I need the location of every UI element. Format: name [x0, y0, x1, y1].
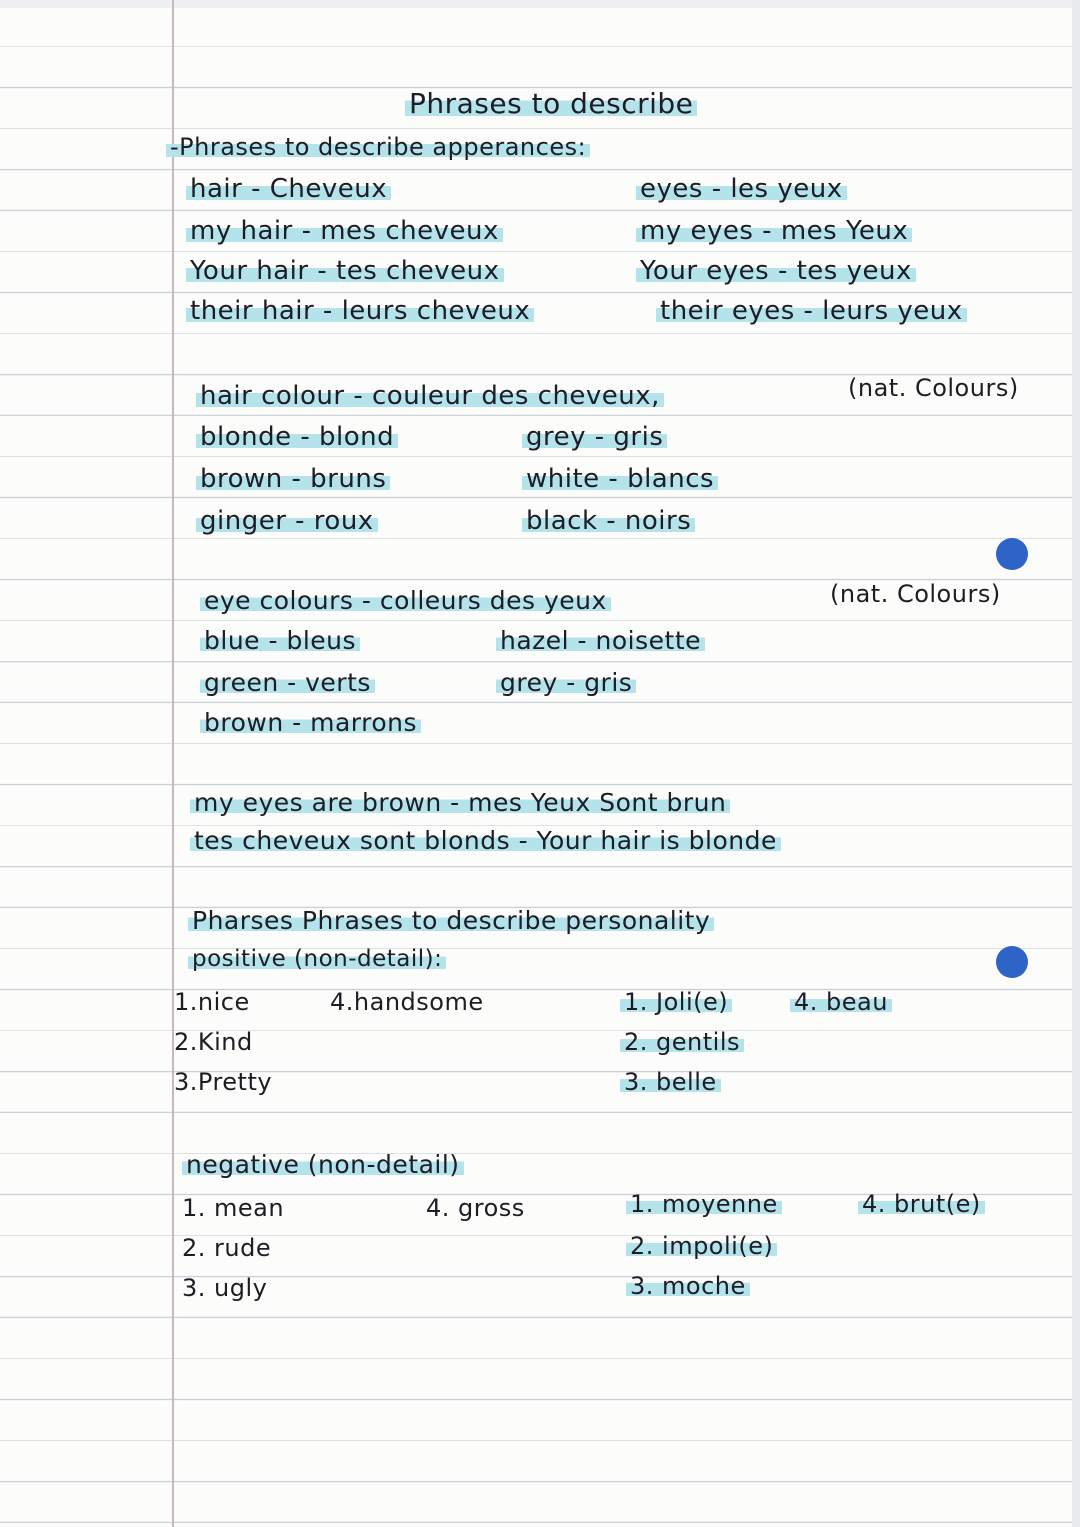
eye-colour-item: brown - marrons	[200, 710, 421, 735]
eye-colour-item: grey - gris	[496, 670, 636, 695]
eye-colour-item: hazel - noisette	[496, 628, 705, 653]
bullet-dot	[996, 946, 1028, 978]
positive-item: 1.nice	[174, 988, 250, 1016]
positive-item-fr: 2. gentils	[620, 1030, 744, 1054]
hair-row: my hair - mes cheveux	[186, 218, 503, 244]
negative-heading: negative (non-detail)	[182, 1152, 464, 1177]
paper-edge-top	[0, 0, 1080, 8]
eye-colour-item: blue - bleus	[200, 628, 360, 653]
negative-item-fr: 1. moyenne	[626, 1192, 782, 1216]
paper-edge-right	[1072, 0, 1080, 1527]
negative-item-fr: 4. brut(e)	[858, 1192, 985, 1216]
bullet-dot	[996, 538, 1028, 570]
personality-heading: Pharses Phrases to describe personality	[188, 908, 714, 933]
negative-item-fr: 3. moche	[626, 1274, 750, 1298]
hair-colour-item: white - blancs	[522, 466, 718, 492]
hair-colour-item: grey - gris	[522, 424, 667, 450]
negative-item: 1. mean	[182, 1194, 285, 1222]
hair-colour-item: blonde - blond	[196, 424, 398, 450]
margin-line	[172, 0, 174, 1527]
hair-colour-item: brown - bruns	[196, 466, 390, 492]
negative-item: 4. gross	[426, 1194, 525, 1222]
eye-row: my eyes - mes Yeux	[636, 218, 912, 244]
page-title: Phrases to describe	[405, 90, 697, 118]
example-sentence: tes cheveux sont blonds - Your hair is blonde	[190, 828, 781, 853]
negative-item: 2. rude	[182, 1234, 272, 1262]
appearances-heading: -Phrases to describe apperances:	[166, 135, 590, 159]
eye-row: Your eyes - tes yeux	[636, 258, 916, 284]
hair-row: their hair - leurs cheveux	[186, 298, 534, 324]
eye-colour-item: green - verts	[200, 670, 375, 695]
eye-row: their eyes - leurs yeux	[656, 298, 967, 324]
eye-colour-note: (nat. Colours)	[830, 580, 1001, 608]
hair-colour-item: black - noirs	[522, 508, 695, 534]
eye-colour-heading: eye colours - colleurs des yeux	[200, 588, 611, 613]
positive-item: 4.handsome	[330, 988, 484, 1016]
example-sentence: my eyes are brown - mes Yeux Sont brun	[190, 790, 730, 815]
hair-colour-heading: hair colour - couleur des cheveux,	[196, 383, 664, 409]
positive-heading: positive (non-detail):	[188, 948, 446, 971]
eye-row: eyes - les yeux	[636, 176, 847, 202]
hair-row: hair - Cheveux	[186, 176, 391, 202]
negative-item-fr: 2. impoli(e)	[626, 1234, 777, 1258]
negative-item: 3. ugly	[182, 1274, 268, 1302]
positive-item: 3.Pretty	[174, 1068, 273, 1096]
hair-row: Your hair - tes cheveux	[186, 258, 504, 284]
positive-item-fr: 3. belle	[620, 1070, 721, 1094]
positive-item: 2.Kind	[174, 1028, 253, 1056]
positive-item-fr: 4. beau	[790, 990, 892, 1014]
hair-colour-item: ginger - roux	[196, 508, 378, 534]
hair-colour-note: (nat. Colours)	[848, 374, 1019, 402]
positive-item-fr: 1. Joli(e)	[620, 990, 732, 1014]
